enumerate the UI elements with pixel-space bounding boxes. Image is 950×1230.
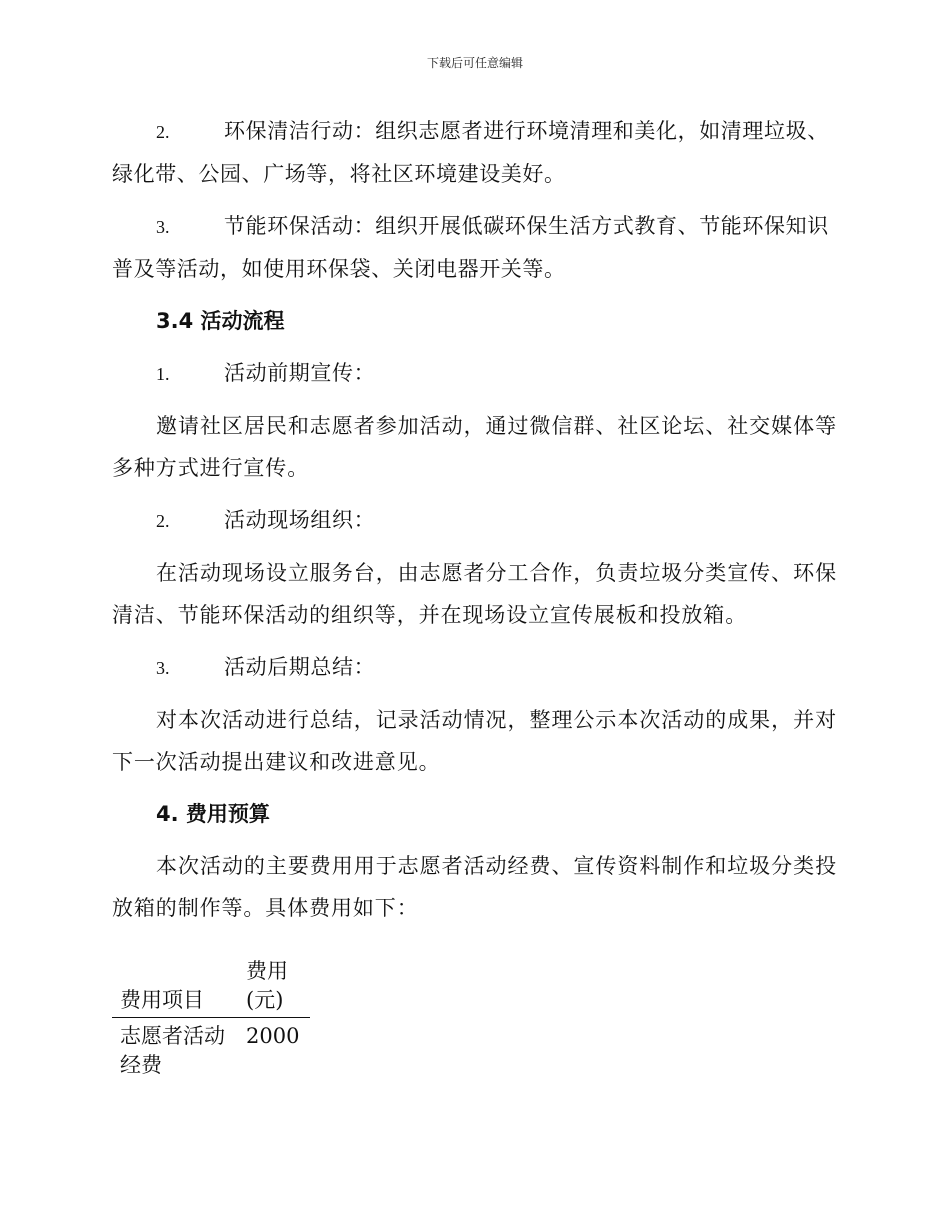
paragraph: 邀请社区居民和志愿者参加活动，通过微信群、社区论坛、社交媒体等多种方式进行宣传。 (112, 414, 837, 480)
list-item (112, 352, 837, 395)
list-text: 活动现场组织： (224, 508, 376, 532)
paragraph: 本次活动的主要费用用于志愿者活动经费、宣传资料制作和垃圾分类投放箱的制作等。具体费用如下： (112, 854, 837, 920)
list-number: 1. (156, 364, 170, 384)
list-text: 环保清洁行动：组织志愿者进行环境清理和美化，如清理垃圾、 (224, 119, 829, 143)
document-body (112, 110, 837, 1080)
section-heading: 4. 费用预算 (156, 802, 270, 826)
list-number: 3. (156, 217, 170, 237)
list-item (112, 110, 837, 195)
table-cell: 2000 (246, 1024, 300, 1048)
table-cell: 志愿者活动经费 (120, 1024, 225, 1077)
list-number: 2. (156, 511, 170, 531)
list-item (112, 499, 837, 542)
list-item (112, 205, 837, 290)
list-number: 3. (156, 658, 170, 678)
list-text-continued: 普及等活动，如使用环保袋、关闭电器开关等。 (112, 257, 566, 281)
list-text: 节能环保活动：组织开展低碳环保生活方式教育、节能环保知识 (224, 214, 829, 238)
list-text-continued: 绿化带、公园、广场等，将社区环境建设美好。 (112, 162, 566, 186)
section-heading: 3.4 活动流程 (156, 309, 285, 333)
table-row (112, 1018, 310, 1081)
table-header-row (112, 957, 310, 1018)
list-text: 活动前期宣传： (224, 361, 376, 385)
budget-table (112, 957, 310, 1080)
table-header-cell: 费用项目 (112, 957, 238, 1018)
paragraph: 对本次活动进行总结，记录活动情况，整理公示本次活动的成果，并对下一次活动提出建议和改进意见。 (112, 708, 837, 774)
page-header: 下载后可任意编辑 (426, 56, 523, 70)
table-header-cell: 费用(元) (238, 957, 310, 1018)
list-number: 2. (156, 122, 170, 142)
paragraph: 在活动现场设立服务台，由志愿者分工合作，负责垃圾分类宣传、环保清洁、节能环保活动的组织等，并在现场设立宣传展板和投放箱。 (112, 561, 837, 627)
list-text: 活动后期总结： (224, 655, 376, 679)
list-item (112, 646, 837, 689)
